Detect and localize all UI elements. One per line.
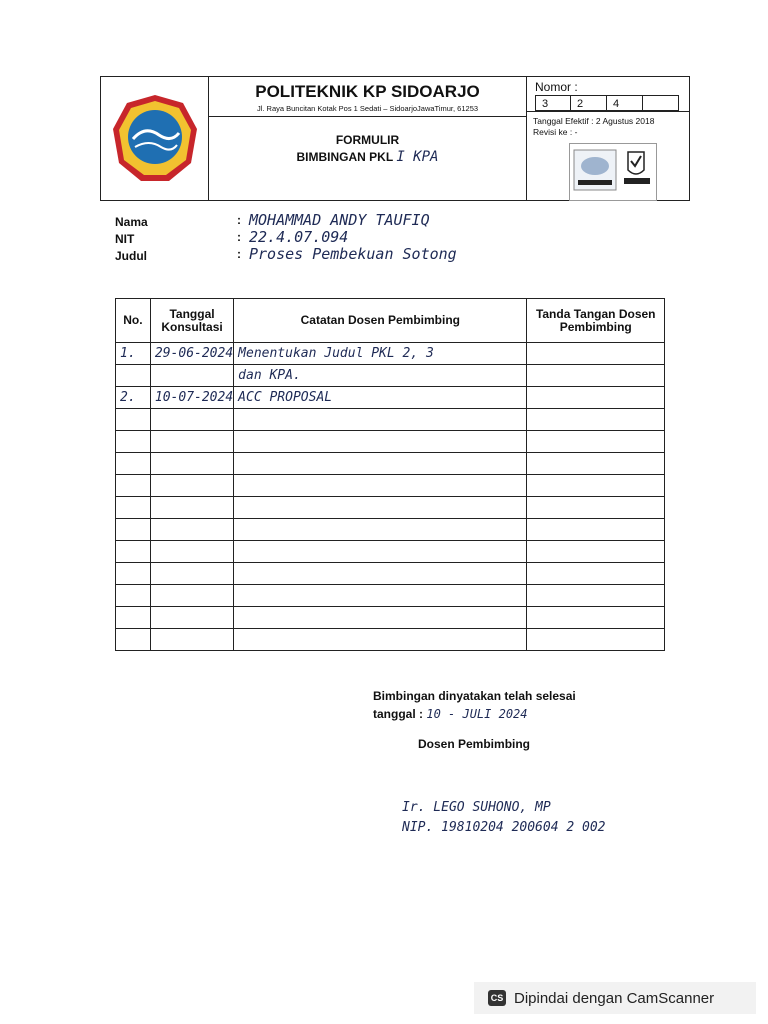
cell-no: 1.: [116, 343, 151, 365]
cell-catatan: [234, 519, 527, 541]
table-row: [116, 585, 665, 607]
table-row: [116, 343, 665, 365]
revisi: Revisi ke : -: [533, 127, 578, 137]
header-tanggal: Tanggal Konsultasi: [150, 299, 233, 343]
cell-tanggal: [150, 365, 233, 387]
document-number-cell: [527, 77, 689, 200]
cell-tanggal: [150, 541, 233, 563]
cell-tanggal: [150, 519, 233, 541]
header-catatan: Catatan Dosen Pembimbing: [234, 299, 527, 343]
cell-no: [116, 497, 151, 519]
cell-tanggal: [150, 409, 233, 431]
cell-no: [116, 475, 151, 497]
cell-ttd: [527, 541, 665, 563]
cell-no: [116, 409, 151, 431]
camscanner-icon: CS: [488, 990, 506, 1006]
cell-no: [116, 519, 151, 541]
completion-line: Bimbingan dinyatakan telah selesai: [373, 689, 576, 703]
table-row: [116, 475, 665, 497]
nomor-box: [643, 95, 679, 111]
cell-tanggal: [150, 563, 233, 585]
table-row: [116, 431, 665, 453]
signature-name: Ir. LEGO SUHONO, MP: [402, 800, 551, 815]
cell-no: [116, 563, 151, 585]
cell-tanggal: 10-07-2024: [150, 387, 233, 409]
form-title-line2: BIMBINGAN PKL: [296, 150, 393, 164]
form-title-handwritten: I KPA: [396, 149, 439, 165]
cell-ttd: [527, 497, 665, 519]
cell-catatan: [234, 497, 527, 519]
cell-ttd: [527, 409, 665, 431]
cell-catatan: [234, 563, 527, 585]
completion-statement: [373, 687, 576, 723]
cell-catatan: [234, 475, 527, 497]
cell-catatan: [234, 453, 527, 475]
cell-catatan: dan KPA.: [234, 365, 527, 387]
cell-ttd: [527, 607, 665, 629]
signature-block: [402, 798, 606, 838]
camscanner-text: Dipindai dengan CamScanner: [514, 989, 715, 1007]
table-row: [116, 409, 665, 431]
dosen-pembimbing-label: Dosen Pembimbing: [418, 737, 531, 751]
table-row: [116, 365, 665, 387]
tanggal-efektif: Tanggal Efektif : 2 Agustus 2018: [533, 116, 655, 126]
cell-catatan: ACC PROPOSAL: [234, 387, 527, 409]
cell-ttd: [527, 563, 665, 585]
nama-value: MOHAMMAD ANDY TAUFIQ: [249, 211, 430, 229]
table-row: [116, 497, 665, 519]
table-row: [116, 607, 665, 629]
signature-nip: NIP. 19810204 200604 2 002: [402, 820, 606, 835]
logo-cell: [101, 77, 209, 200]
cell-catatan: [234, 431, 527, 453]
judul-value: Proses Pembekuan Sotong: [249, 245, 457, 263]
nit-value: 22.4.07.094: [249, 228, 349, 246]
camscanner-watermark: [474, 982, 756, 1014]
cell-ttd: [527, 365, 665, 387]
nama-label: Nama: [115, 215, 148, 229]
judul-label: Judul: [115, 249, 147, 263]
cell-tanggal: [150, 607, 233, 629]
cell-no: [116, 607, 151, 629]
completion-date-value: 10 - JULI 2024: [426, 707, 528, 721]
completion-date-label: tanggal :: [373, 707, 423, 721]
table-row: [116, 387, 665, 409]
cell-catatan: [234, 607, 527, 629]
nomor-box: 4: [607, 95, 643, 111]
cell-no: [116, 629, 151, 651]
nomor-box: 2: [571, 95, 607, 111]
table-header-row: [116, 299, 665, 343]
nit-label: NIT: [115, 232, 135, 246]
nomor-box: 3: [535, 95, 571, 111]
table-row: [116, 541, 665, 563]
cell-ttd: [527, 585, 665, 607]
table-row: [116, 519, 665, 541]
form-title: [209, 132, 526, 166]
institution-address: Jl. Raya Buncitan Kotak Pos 1 Sedati – SidoarjoJawaTimur, 61253: [256, 104, 479, 113]
table-row: [116, 453, 665, 475]
cell-tanggal: [150, 453, 233, 475]
cell-ttd: [527, 453, 665, 475]
cell-no: 2.: [116, 387, 151, 409]
header-title-cell: [209, 77, 527, 200]
cell-tanggal: [150, 629, 233, 651]
certification-icons: [569, 143, 657, 201]
nomor-boxes: [535, 95, 679, 111]
cell-ttd: [527, 343, 665, 365]
institution-name: POLITEKNIK KP SIDOARJO: [255, 82, 480, 101]
table-row: [116, 629, 665, 651]
cell-no: [116, 365, 151, 387]
cell-catatan: [234, 409, 527, 431]
cell-ttd: [527, 387, 665, 409]
cell-tanggal: [150, 497, 233, 519]
cell-tanggal: [150, 431, 233, 453]
form-title-line1: FORMULIR: [335, 133, 400, 147]
header-ttd: Tanda Tangan Dosen Pembimbing: [527, 299, 665, 343]
cell-catatan: [234, 585, 527, 607]
cell-tanggal: [150, 585, 233, 607]
cell-no: [116, 431, 151, 453]
cell-ttd: [527, 629, 665, 651]
cell-tanggal: [150, 475, 233, 497]
cell-ttd: [527, 519, 665, 541]
cell-ttd: [527, 431, 665, 453]
cell-no: [116, 453, 151, 475]
cell-catatan: [234, 541, 527, 563]
cell-ttd: [527, 475, 665, 497]
cell-tanggal: 29-06-2024: [150, 343, 233, 365]
table-row: [116, 563, 665, 585]
institution-logo: [101, 77, 209, 199]
form-header: [100, 76, 690, 201]
cell-no: [116, 541, 151, 563]
cell-catatan: [234, 629, 527, 651]
consultation-table: [115, 298, 665, 651]
cell-no: [116, 585, 151, 607]
nomor-label: Nomor :: [535, 80, 578, 94]
header-no: No.: [116, 299, 151, 343]
cell-catatan: Menentukan Judul PKL 2, 3: [234, 343, 527, 365]
